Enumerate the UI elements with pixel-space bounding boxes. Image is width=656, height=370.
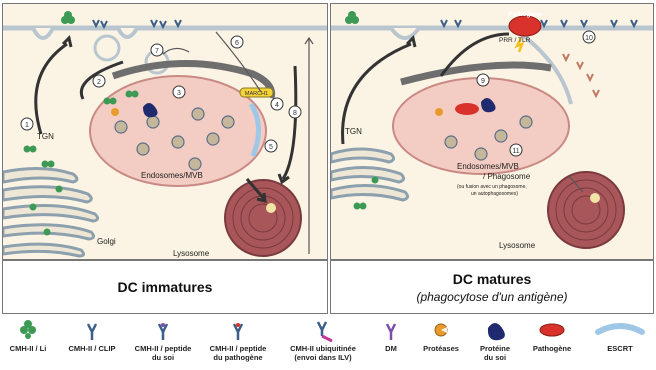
pathogen-label: Pathogène bbox=[508, 11, 542, 18]
endosome-label: Endosomes/MVB bbox=[141, 171, 203, 180]
pathogen-icon bbox=[524, 318, 580, 342]
march1-label: MARCH1 bbox=[244, 91, 269, 97]
fusion-note-line1: (ou fusion avec un phagosome, bbox=[457, 184, 527, 190]
svg-text:4: 4 bbox=[275, 102, 279, 109]
mature-dc-diagram bbox=[331, 4, 654, 260]
self-protein-icon bbox=[470, 318, 520, 342]
mhc-ii-ubiquitin-icon bbox=[282, 318, 364, 342]
lysosome-label: Lysosome bbox=[173, 249, 210, 258]
immature-dc-panel bbox=[2, 3, 328, 260]
svg-text:10: 10 bbox=[585, 35, 593, 42]
dm-icon bbox=[376, 318, 406, 342]
mature-caption-box bbox=[330, 260, 654, 314]
svg-text:7: 7 bbox=[155, 48, 159, 55]
mhc-ii-self-peptide-icon bbox=[128, 318, 198, 342]
svg-text:6: 6 bbox=[235, 40, 239, 47]
phagosome-label: / Phagosome bbox=[483, 172, 531, 181]
legend-item-escrt: ESCRT bbox=[590, 318, 650, 347]
tgn-label: TGN bbox=[345, 127, 362, 136]
escrt-icon bbox=[590, 318, 650, 342]
immature-dc-diagram bbox=[3, 4, 328, 260]
tgn-label: TGN bbox=[37, 132, 54, 141]
prr-label: PRR / TLR bbox=[499, 37, 531, 44]
legend-item-protease: Protéases bbox=[416, 318, 466, 347]
golgi-stack bbox=[3, 168, 98, 256]
endosome-label: Endosomes/MVB bbox=[457, 162, 519, 171]
legend-item-mhc-ubiquitin: CMH-II ubiquitinée (envoi dans ILV) bbox=[282, 318, 364, 347]
svg-text:9: 9 bbox=[481, 78, 485, 85]
svg-text:8: 8 bbox=[293, 110, 297, 117]
mhc-ii-pathogen-peptide-icon bbox=[200, 318, 276, 342]
svg-text:3: 3 bbox=[177, 90, 181, 97]
legend-item-mhc-clip: CMH-II / CLIP bbox=[62, 318, 122, 347]
mhc-ii-clip-icon bbox=[62, 318, 122, 342]
svg-text:5: 5 bbox=[269, 144, 273, 151]
lysosome bbox=[225, 180, 301, 256]
mhc-ii-li-icon bbox=[4, 318, 52, 342]
mature-dc-panel bbox=[330, 3, 654, 260]
arrow-tgn-to-surface bbox=[36, 44, 67, 134]
svg-text:11: 11 bbox=[512, 148, 520, 155]
svg-text:1: 1 bbox=[25, 122, 29, 129]
legend-item-mhc-li: CMH-II / Li bbox=[4, 318, 52, 347]
mature-caption-sub: (phagocytose d'un antigène) bbox=[416, 290, 568, 304]
svg-text:2: 2 bbox=[97, 79, 101, 86]
lysosome-label: Lysosome bbox=[499, 241, 536, 250]
protease-icon bbox=[416, 318, 466, 342]
legend-item-mhc-pathogen: CMH-II / peptide du pathogène bbox=[200, 318, 276, 347]
legend-item-pathogen: Pathogène bbox=[524, 318, 580, 347]
legend-item-dm: DM bbox=[376, 318, 406, 347]
legend bbox=[0, 318, 656, 370]
golgi-stack bbox=[331, 149, 408, 200]
legend-item-mhc-self: CMH-II / peptide du soi bbox=[128, 318, 198, 347]
pathogen bbox=[509, 16, 541, 36]
immature-caption: DC immatures bbox=[117, 279, 213, 295]
immature-caption-box bbox=[2, 260, 328, 314]
golgi-label: Golgi bbox=[97, 237, 116, 246]
legend-item-self-protein: Protéine du soi bbox=[470, 318, 520, 347]
protease-glyph bbox=[111, 108, 119, 116]
arrow-endosome-to-lysosome bbox=[283, 66, 296, 179]
fusion-note-line2: un autophagosomes) bbox=[471, 191, 518, 197]
mature-caption: DC matures bbox=[452, 271, 532, 287]
lysosome bbox=[548, 172, 624, 248]
